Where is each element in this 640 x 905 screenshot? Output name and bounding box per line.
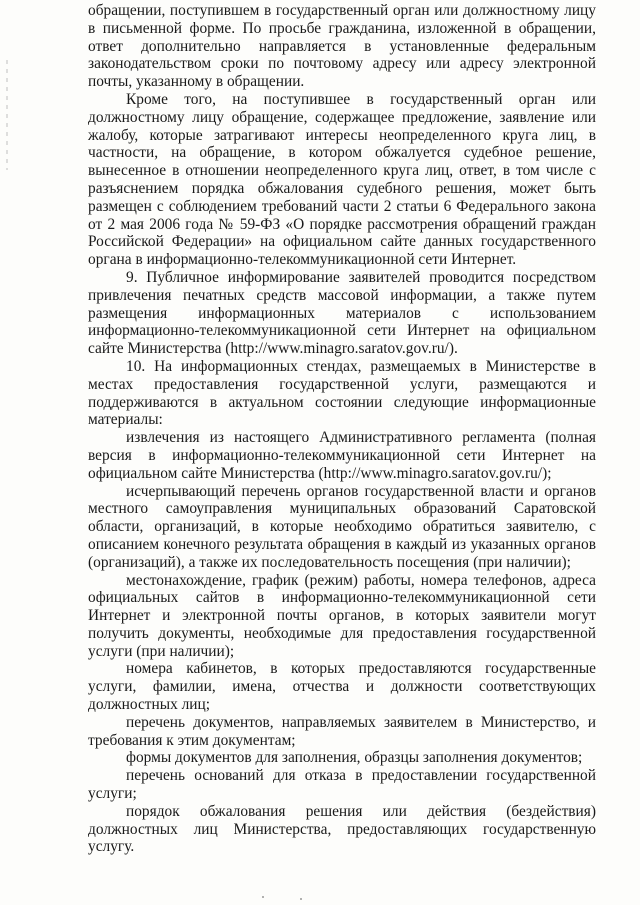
- paragraph-answer-form: обращении, поступившем в государственный орган или должностному лицу в письменной форме. По просьбе гражданина, изложенной в обращении, ответ дополнительно направляется в установленные федеральным законодательством сроки по почтовому адресу или адресу электронной почты, указанному в обращении.: [88, 2, 596, 91]
- scan-speck: [262, 896, 264, 898]
- paragraph-public-answer: Кроме того, на поступившее в государственный орган или должностному лицу обращение, содержащее предложение, заявление или жалобу, которые затрагивают интересы неопределенного круга лиц, в частности, на обращение, в котором обжалуется судебное решение, вынесенное в отношении неопределенного круга лиц, ответ, в том числе с разъяснением порядка обжалования судебного решения, может быть размещен с соблюдением требований части 2 статьи 6 Федерального закона от 2 мая 2006 года № 59-ФЗ «О порядке рассмотрения обращений граждан Российской Федерации» на официальном сайте данных государственного органа в информационно-телекоммуникационной сети Интернет.: [88, 90, 596, 269]
- document-body: [88, 2, 596, 856]
- list-item-office-numbers: номера кабинетов, в которых предоставляются государственные услуги, фамилии, имена, отчества и должности соответствующих должностных лиц;: [88, 660, 596, 714]
- list-item-regulation-extracts: извлечения из настоящего Административного регламента (полная версия в информационно-телекоммуникационной сети Интернет на официальном сайте Министерства (http://www.minagro.saratov.gov.ru/);: [88, 429, 596, 482]
- list-item-documents-list: перечень документов, направляемых заявителем в Министерство, и требования к этим документам;: [88, 713, 596, 749]
- list-item-locations-schedule: местонахождение, график (режим) работы, номера телефонов, адреса официальных сайтов в информационно-телекоммуникационной сети Интернет и электронной почты органов, в которых заявители могут получить документы, необходимые для предоставления государственной услуги (при наличии);: [88, 571, 596, 660]
- list-item-appeal-procedure: порядок обжалования решения или действия (бездействия) должностных лиц Министерства, предоставляющих государственную услугу.: [88, 802, 596, 856]
- list-item-authorities-list: исчерпывающий перечень органов государственной власти и органов местного самоуправления муниципальных образований Саратовской области, организаций, в которые необходимо обратиться заявителю, с описанием конечного результата обращения в каждый из указанных органов (организаций), а также их последовательность посещения (при наличии);: [88, 482, 596, 571]
- scan-edge-mark: [6, 60, 8, 170]
- paragraph-item-10: 10. На информационных стендах, размещаемых в Министерстве в местах предоставления государственной услуги, размещаются и поддерживаются в актуальном состоянии следующие информационные материалы:: [88, 357, 596, 429]
- scan-speck: [300, 898, 302, 900]
- list-item-refusal-grounds: перечень оснований для отказа в предоставлении государственной услуги;: [88, 767, 596, 803]
- paragraph-item-9: 9. Публичное информирование заявителей проводится посредством привлечения печатных средств массовой информации, а также путем размещения информационных материалов с использованием информационно-телекоммуникационной сети Интернет на официальном сайте Министерства (http://www.minagro.saratov.gov.ru/).: [88, 268, 596, 358]
- list-item-document-forms: формы документов для заполнения, образцы заполнения документов;: [126, 749, 583, 767]
